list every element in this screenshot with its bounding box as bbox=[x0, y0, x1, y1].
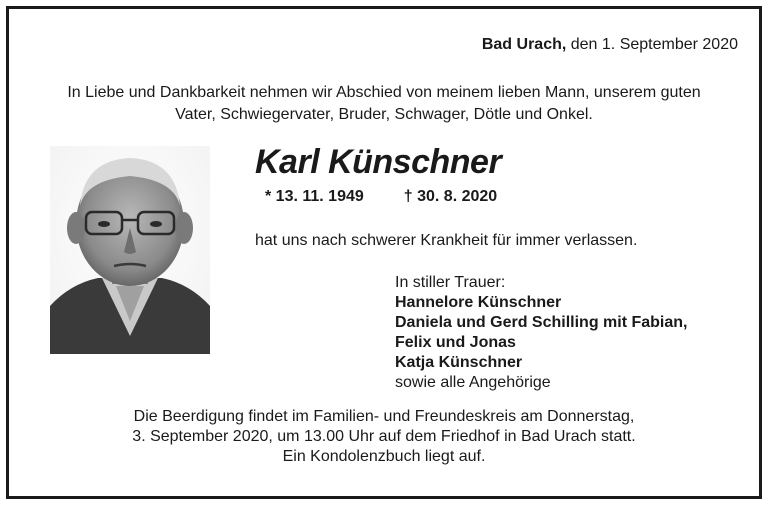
place-name: Bad Urach, bbox=[481, 36, 567, 53]
date-line bbox=[482, 36, 738, 54]
intro-text bbox=[30, 82, 738, 126]
funeral-notice bbox=[30, 407, 738, 467]
deceased-name: Karl Künschner bbox=[255, 143, 502, 181]
statement-text: hat uns nach schwerer Krankheit für immer verlassen. bbox=[255, 232, 638, 249]
funeral-line-2: 3. September 2020, um 13.00 Uhr auf dem Friedhof in Bad Urach statt. bbox=[132, 428, 636, 445]
mourner-name: Felix und Jonas bbox=[395, 334, 516, 351]
birth-date: * 13. 11. 1949 bbox=[265, 188, 364, 205]
mourners-heading: In stiller Trauer: bbox=[395, 274, 506, 291]
mourners-block bbox=[395, 273, 687, 393]
death-date: † 30. 8. 2020 bbox=[403, 188, 498, 205]
life-dates bbox=[265, 188, 537, 206]
portrait-image bbox=[50, 146, 210, 354]
mourner-name: Katja Künschner bbox=[395, 354, 523, 371]
intro-line-2: Vater, Schwiegervater, Bruder, Schwager, Dötle und Onkel. bbox=[175, 106, 593, 123]
funeral-line-1: Die Beerdigung findet im Familien- und Freundeskreis am Donnerstag, bbox=[133, 408, 635, 425]
mourners-closing: sowie alle Angehörige bbox=[395, 374, 551, 391]
mourner-name: Daniela und Gerd Schilling mit Fabian, bbox=[395, 314, 688, 331]
funeral-line-3: Ein Kondolenzbuch liegt auf. bbox=[282, 448, 486, 465]
intro-line-1: In Liebe und Dankbarkeit nehmen wir Abschied von meinem lieben Mann, unserem guten bbox=[67, 84, 701, 101]
mourner-name: Hannelore Künschner bbox=[395, 294, 562, 311]
date-text: den 1. September 2020 bbox=[566, 36, 738, 53]
portrait-photo bbox=[50, 146, 210, 354]
